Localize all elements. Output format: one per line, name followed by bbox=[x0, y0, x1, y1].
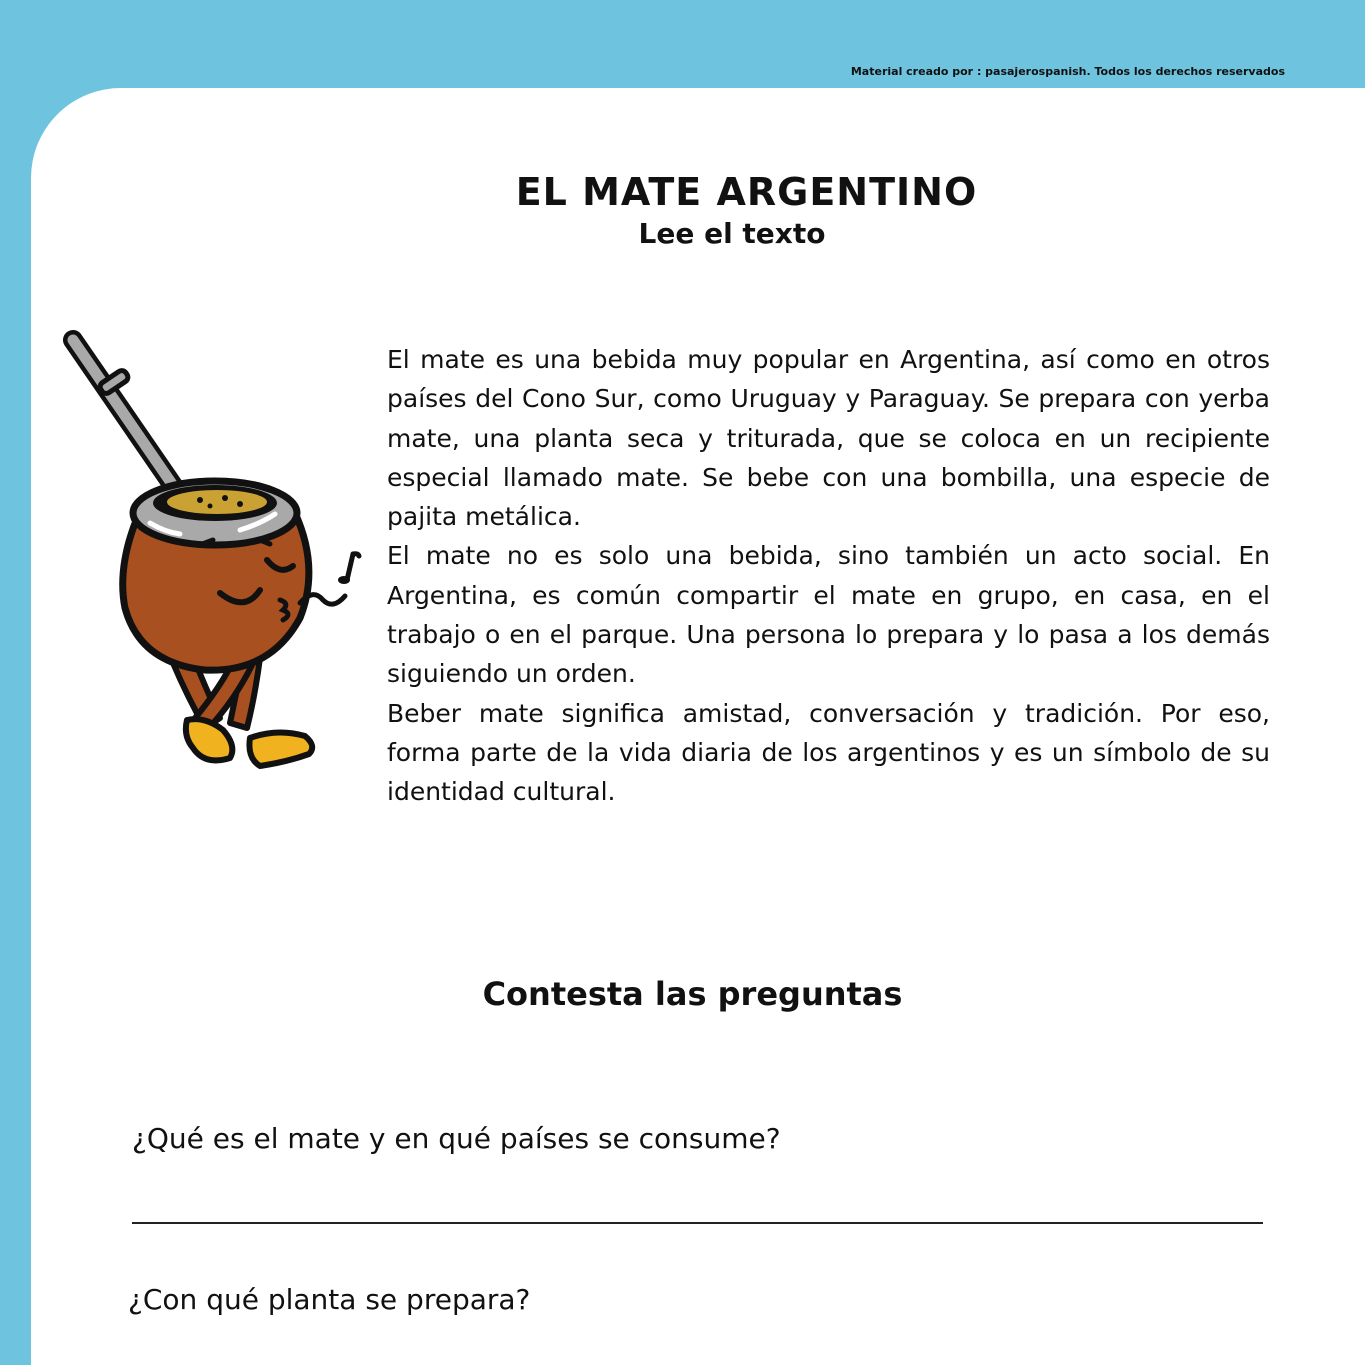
reading-paragraph-2: El mate no es solo una bebida, sino también un acto social. En Argentina, es común compartir el mate en grupo, en casa, en el trabajo o en el parque. Una persona lo prepara y lo pasa a los demás siguiendo un orden. bbox=[387, 541, 1270, 689]
questions-heading: Contesta las preguntas bbox=[482, 975, 903, 1013]
question-2: ¿Con qué planta se prepara? bbox=[128, 1283, 531, 1316]
reading-paragraph-1: El mate es una bebida muy popular en Argentina, así como en otros países del Cono Sur, como Uruguay y Paraguay. Se prepara con yerba mate, una planta seca y triturada, que se coloca en un recipiente especial llamado mate. Se bebe con una bombilla, una especie de pajita metálica. bbox=[387, 345, 1270, 532]
page-title: EL MATE ARGENTINO bbox=[515, 170, 978, 214]
copyright-credit: Material creado por : pasajerospanish. Todos los derechos reservados bbox=[850, 65, 1285, 78]
page-subtitle: Lee el texto bbox=[638, 217, 826, 250]
reading-paragraph-3: Beber mate significa amistad, conversación y tradición. Por eso, forma parte de la vida diaria de los argentinos y es un símbolo de su identidad cultural. bbox=[387, 698, 1270, 807]
reading-text bbox=[387, 340, 1270, 812]
answer-line-1[interactable] bbox=[132, 1222, 1263, 1224]
question-1: ¿Qué es el mate y en qué países se consume? bbox=[132, 1122, 781, 1155]
mate-character-icon bbox=[55, 318, 365, 778]
